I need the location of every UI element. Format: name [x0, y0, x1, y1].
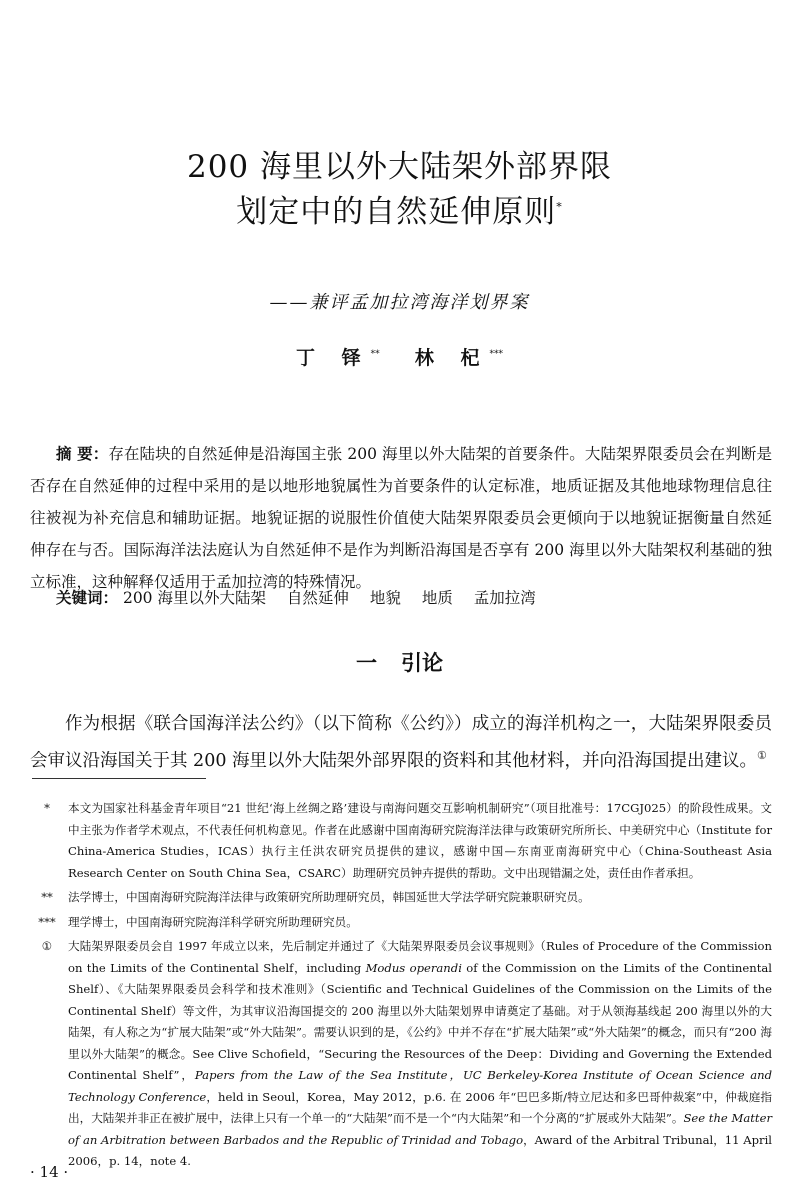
section-number: 一 — [356, 650, 377, 675]
footnote-italic: Modus operandi — [365, 960, 462, 975]
footnote-mark: ① — [41, 939, 53, 953]
article-subtitle: ——兼评孟加拉湾海洋划界案 — [269, 292, 530, 313]
abstract — [30, 438, 772, 598]
author-name-2: 林 杞 — [414, 347, 490, 369]
title-text-1: 200 海里以外大陆架外部界限 — [186, 149, 613, 185]
keyword: 地质 — [421, 589, 453, 607]
footnote-mark: * — [44, 801, 50, 815]
article-title-line-1 — [0, 149, 799, 185]
footnote — [32, 912, 772, 934]
author-line — [0, 343, 799, 370]
footnote — [32, 887, 772, 909]
footnote-mark: *** — [38, 914, 56, 929]
footnote-text: of the Commission on the Limits of the Continental Shelf）、《大陆架界限委员会科学和技术准则》（Scientific and Technical Guidelines of the Commission on the Limits of the Continental Shelf）等文件，为其审议沿海国提交的 200 海里以外大陆架划界申请奠定了基础。对于从领海基线起 200 海里以外的大陆架，有人称之为“扩展大陆架”或“外大陆架”。需要认识到的是，《公约》中并不存在“扩展大陆架”或“外大陆架”的概念，而只有“200 海里以外大陆架”的概念。See Clive Schofield，“Securing the Resources of the Deep：Dividing and Governing the Extended Continental Shelf”， — [68, 960, 772, 1082]
footnote-text: 大陆架界限委员会自 1997 年成立以来，先后制定并通过了《大陆架界限委员会议事规则》（Rules of Procedure of the Commission on the Limits of the Continental Shelf，including — [68, 939, 772, 975]
keywords-label: 关键词： — [56, 588, 119, 607]
keyword: 自然延伸 — [286, 589, 349, 607]
footnote-text: 理学博士，中国南海研究院海洋科学研究所助理研究员。 — [68, 914, 358, 929]
title-text-2: 划定中的自然延伸原则 — [236, 194, 557, 230]
page-number: · 14 · — [30, 1163, 69, 1181]
keyword: 地貌 — [369, 589, 401, 607]
body-text: 作为根据《联合国海洋法公约》（以下简称《公约》）成立的海洋机构之一，大陆架界限委员会审议沿海国关于其 200 海里以外大陆架外部界限的资料和其他材料，并向沿海国提出建议。 — [30, 714, 772, 771]
author-name-1: 丁 铎 — [296, 347, 371, 369]
footnotes — [32, 798, 772, 1173]
keyword: 孟加拉湾 — [473, 589, 536, 607]
abstract-label: 摘 要： — [56, 444, 109, 463]
body-note-mark: ① — [757, 749, 767, 762]
keyword: 200 海里以外大陆架 — [122, 589, 266, 607]
footnote-italic: See the Matter of an Arbitration between Barbados and the Republic of Trinidad and Tobago — [68, 1111, 772, 1147]
footnote-text: 本文为国家社科基金青年项目“21 世纪‘海上丝绸之路’建设与南海问题交互影响机制研究”（项目批准号：17CGJ025）的阶段性成果。文中主张为作者学术观点，不代表任何机构意见。作者在此感谢中国南海研究院海洋法律与政策研究所所长、中美研究中心（Institute for China-America Studies，ICAS）执行主任洪农研究员提供的建议，感谢中国—东南亚南海研究中心（China-Southeast Asia Research Center on South China Sea，CSARC）助理研究员钟卉提供的帮助。文中出现错漏之处，责任由作者承担。 — [68, 801, 772, 880]
footnote-italic: Papers from the Law of the Sea Institute，UC Berkeley-Korea Institute of Ocean Science and Technology Conference — [68, 1068, 773, 1104]
section-heading — [0, 647, 799, 677]
body-paragraph — [30, 708, 772, 777]
keywords — [56, 586, 552, 608]
title-footnote-mark: * — [556, 200, 563, 214]
footnote-text: 法学博士，中国南海研究院海洋法律与政策研究所助理研究员，韩国延世大学法学研究院兼职研究员。 — [68, 890, 590, 904]
author-mark-2: *** — [489, 349, 503, 360]
footnote-text: ，Award of the Arbitral Tribunal，11 April 2006，p. 14，note 4. — [68, 1132, 772, 1168]
footnote-mark: ** — [41, 890, 53, 904]
author-mark-1: ** — [370, 349, 380, 360]
abstract-text: 存在陆块的自然延伸是沿海国主张 200 海里以外大陆架的首要条件。大陆架界限委员会在判断是否存在自然延伸的过程中采用的是以地形地貌属性为首要条件的认定标准，地质证据及其他地球物理信息往往被视为补充信息和辅助证据。地貌证据的说服性价值使大陆架界限委员会更倾向于以地貌证据衡量自然延伸存在与否。国际海洋法法庭认为自然延伸不是作为判断沿海国是否享有 200 海里以外大陆架权利基础的独立标准，这种解释仅适用于孟加拉湾的特殊情况。 — [30, 445, 772, 591]
footnote — [32, 936, 772, 1173]
footnote — [32, 798, 772, 884]
section-title: 引论 — [401, 650, 443, 675]
article-title-line-2 — [0, 194, 799, 230]
footnote-divider — [32, 778, 206, 779]
footnote-text: ，held in Seoul，Korea，May 2012，p.6. 在 2006 年“巴巴多斯/特立尼达和多巴哥仲裁案”中，仲裁庭指出，大陆架并非正在被扩展中，法律上只有一个单一的“大陆架”而不是一个“内大陆架”和一个分离的“扩展或外大陆架”。 — [68, 1089, 773, 1125]
